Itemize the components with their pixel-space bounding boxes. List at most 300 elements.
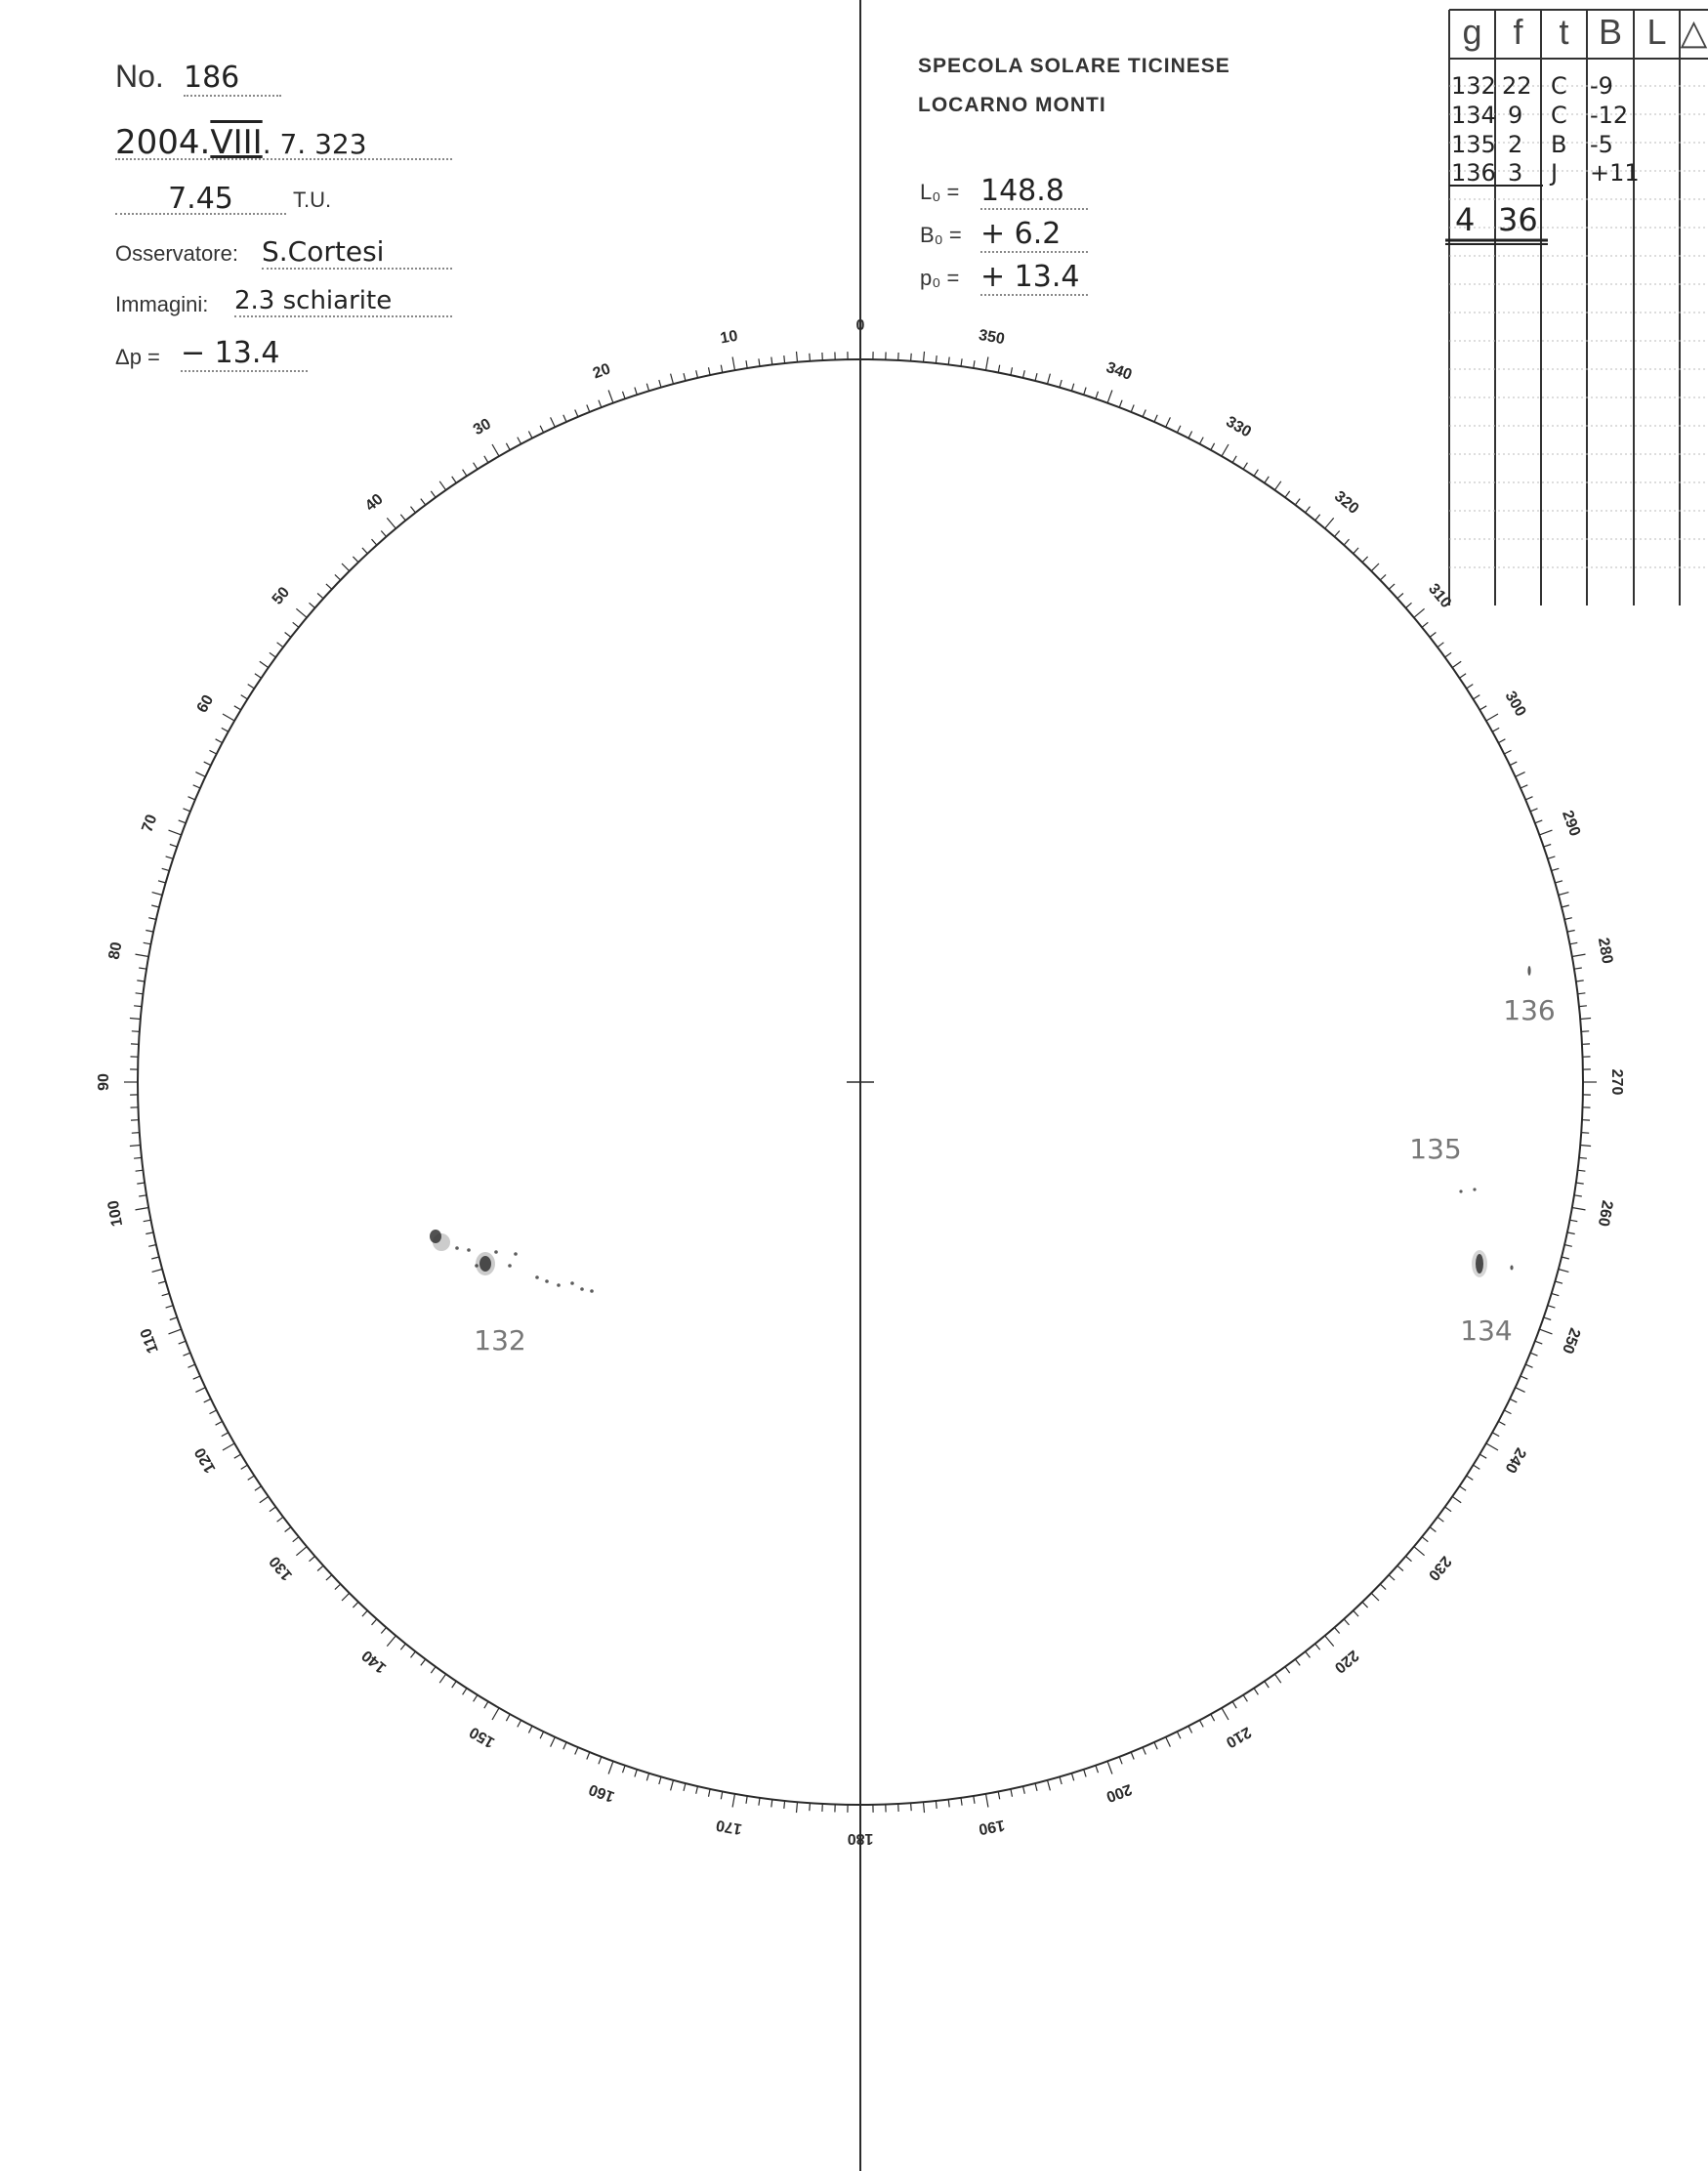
scale-tick — [1362, 557, 1368, 563]
scale-label: 340 — [1104, 358, 1135, 385]
table-header-t: t — [1559, 12, 1569, 52]
scale-tick — [166, 1306, 174, 1308]
scale-tick — [210, 1410, 217, 1414]
scale-tick — [1285, 491, 1290, 497]
b0-value: + 6.2 — [980, 217, 1088, 253]
scale-tick — [1397, 1566, 1403, 1570]
sunspot — [1527, 966, 1530, 976]
scale-label: 40 — [362, 490, 387, 516]
scale-tick — [986, 357, 988, 371]
scale-tick — [1555, 1281, 1562, 1283]
table-header-g: g — [1462, 12, 1482, 52]
scale-tick — [234, 706, 241, 710]
scale-label: 120 — [191, 1444, 220, 1476]
scale-tick — [1535, 820, 1543, 823]
table-header-l: L — [1646, 12, 1667, 52]
scale-tick — [421, 1659, 426, 1665]
scale-tick — [974, 360, 975, 368]
scale-tick — [179, 820, 187, 823]
scale-label: 130 — [266, 1552, 296, 1584]
scale-tick — [797, 352, 798, 362]
scale-tick — [317, 1566, 323, 1570]
scale-tick — [326, 584, 332, 589]
scale-tick — [1119, 1757, 1122, 1765]
row-g: 132 — [1451, 72, 1496, 100]
scale-tick — [152, 1270, 163, 1273]
sunspot — [535, 1275, 539, 1279]
scale-label: 200 — [1104, 1779, 1135, 1806]
scale-tick — [1380, 574, 1386, 580]
scale-tick — [193, 1376, 200, 1379]
time-unit: T.U. — [293, 188, 332, 212]
scale-tick — [1143, 1747, 1146, 1754]
scale-tick — [1559, 1270, 1569, 1273]
scale-tick — [285, 1527, 291, 1532]
scale-tick — [1498, 1421, 1505, 1425]
scale-tick — [381, 531, 386, 537]
scale-label: 330 — [1223, 413, 1254, 441]
scale-tick — [1222, 444, 1229, 456]
scale-tick — [810, 1803, 811, 1811]
row-f: 22 — [1502, 72, 1532, 100]
scale-tick — [732, 357, 734, 371]
scale-tick — [587, 405, 590, 412]
scale-tick — [1166, 417, 1171, 427]
scale-tick — [1559, 893, 1569, 896]
row-f: 9 — [1508, 102, 1523, 129]
scale-tick — [193, 785, 200, 788]
scale-label: 290 — [1558, 808, 1584, 839]
scale-tick — [1154, 415, 1157, 422]
scale-label: 20 — [590, 360, 613, 383]
scale-tick — [139, 968, 146, 969]
scale-tick — [1492, 728, 1499, 731]
scale-tick — [635, 388, 637, 396]
scale-tick — [1539, 1329, 1552, 1334]
scale-tick — [506, 1714, 510, 1721]
sunspot — [508, 1264, 512, 1268]
scale-tick — [528, 432, 532, 438]
group-label: 132 — [474, 1324, 526, 1357]
scale-tick — [1572, 954, 1586, 956]
scale-label: 310 — [1425, 580, 1455, 612]
scale-tick — [1232, 456, 1236, 463]
scale-tick — [1498, 739, 1505, 743]
scale-tick — [353, 1602, 358, 1607]
scale-tick — [1243, 463, 1247, 470]
scale-tick — [248, 685, 255, 689]
scale-tick — [518, 438, 521, 444]
scale-tick — [293, 1537, 299, 1542]
row-g: 136 — [1451, 159, 1496, 187]
date-year: 2004. — [115, 123, 211, 162]
scale-tick — [1504, 750, 1511, 754]
scale-tick — [1467, 685, 1474, 689]
scale-tick — [463, 1689, 467, 1695]
scale-label: 80 — [105, 940, 126, 961]
scale-tick — [1569, 1220, 1577, 1222]
scale-tick — [1011, 367, 1013, 375]
scale-tick — [277, 1517, 283, 1522]
scale-tick — [421, 499, 426, 505]
scale-tick — [1023, 1786, 1025, 1794]
group-label: 135 — [1409, 1133, 1462, 1165]
scale-tick — [1143, 410, 1146, 417]
scale-tick — [1445, 652, 1451, 657]
scale-tick — [1096, 1766, 1099, 1774]
scale-tick — [1552, 1293, 1560, 1295]
scale-tick — [1254, 1689, 1258, 1695]
scale-tick — [222, 728, 229, 731]
scale-label: 170 — [714, 1816, 744, 1838]
scale-tick — [1188, 1726, 1192, 1733]
scale-label: 150 — [467, 1723, 498, 1751]
scale-tick — [136, 1170, 144, 1171]
scale-label: 110 — [138, 1325, 162, 1356]
scale-tick — [1574, 968, 1582, 969]
scale-tick — [1380, 1584, 1386, 1590]
number-value: 186 — [184, 61, 281, 97]
date-rest: . 7. 323 — [262, 128, 367, 160]
scale-tick — [162, 1293, 170, 1295]
scale-tick — [136, 954, 149, 956]
scale-tick — [551, 417, 556, 427]
scale-tick — [924, 1802, 925, 1813]
scale-tick — [1569, 942, 1577, 944]
scale-tick — [1548, 1306, 1556, 1308]
scale-tick — [1232, 1701, 1236, 1708]
scale-tick — [1422, 1537, 1428, 1542]
scale-tick — [671, 1780, 674, 1791]
scale-tick — [296, 608, 307, 617]
scale-tick — [1071, 384, 1073, 392]
scale-tick — [911, 1803, 912, 1811]
table-header-b: B — [1598, 12, 1622, 52]
scale-tick — [1525, 1364, 1532, 1367]
scale-tick — [362, 548, 367, 554]
scale-tick — [911, 354, 912, 361]
scale-tick — [431, 491, 436, 497]
scale-tick — [317, 594, 323, 599]
scale-tick — [169, 830, 182, 835]
scale-label: 100 — [104, 1198, 127, 1229]
scale-tick — [684, 373, 686, 381]
scale-tick — [132, 1031, 140, 1032]
scale-tick — [137, 1183, 145, 1184]
scale-tick — [1154, 1742, 1157, 1749]
scale-label: 10 — [719, 327, 739, 348]
scale-tick — [1344, 1619, 1349, 1625]
scale-tick — [1576, 1183, 1584, 1184]
total-spots: 36 — [1498, 201, 1538, 238]
row-b: -12 — [1590, 102, 1629, 129]
scale-tick — [1389, 1575, 1395, 1580]
scale-label: 320 — [1330, 487, 1362, 518]
scale-tick — [696, 1786, 698, 1794]
scale-tick — [1035, 373, 1037, 381]
scale-tick — [166, 856, 174, 858]
row-f: 3 — [1508, 159, 1523, 187]
sunspot — [514, 1252, 518, 1256]
scale-tick — [608, 391, 613, 403]
scale-label: 60 — [193, 691, 218, 716]
scale-tick — [1437, 643, 1443, 647]
scale-tick — [721, 365, 723, 373]
scale-tick — [144, 1220, 151, 1222]
scale-tick — [326, 1575, 332, 1580]
scale-tick — [335, 1584, 341, 1590]
sunspots — [430, 966, 1531, 1293]
scale-label: 230 — [1425, 1552, 1455, 1584]
scale-tick — [696, 370, 698, 378]
scale-tick — [1555, 881, 1562, 883]
scale-tick — [162, 868, 170, 870]
scale-tick — [158, 1281, 166, 1283]
scale-tick — [132, 1133, 140, 1134]
scale-tick — [1486, 714, 1498, 721]
row-g: 134 — [1451, 102, 1496, 129]
scale-tick — [1048, 374, 1051, 385]
scale-tick — [1445, 1507, 1451, 1512]
sunspot — [475, 1264, 479, 1268]
scale-tick — [1580, 1019, 1591, 1020]
scale-tick — [518, 1720, 521, 1727]
row-t: B — [1551, 131, 1567, 158]
scale-tick — [1306, 507, 1311, 513]
scale-tick — [1177, 426, 1181, 433]
sunspot — [433, 1233, 450, 1251]
scale-tick — [1422, 622, 1428, 627]
scale-tick — [608, 1761, 613, 1774]
scale-label: 250 — [1558, 1325, 1584, 1357]
scale-tick — [948, 1800, 949, 1808]
scale-tick — [387, 518, 396, 528]
scale-tick — [1243, 1695, 1247, 1702]
scale-tick — [452, 477, 457, 483]
scale-tick — [184, 1353, 190, 1356]
scale-tick — [136, 993, 144, 994]
table-header-delta: △ — [1680, 12, 1708, 52]
scale-label: 190 — [977, 1816, 1007, 1838]
scale-tick — [179, 1341, 187, 1344]
scale-tick — [222, 1433, 229, 1437]
scale-tick — [1460, 1486, 1467, 1491]
dp-label: Δp = — [115, 345, 160, 369]
scale-tick — [1510, 762, 1517, 766]
scale-tick — [746, 1796, 747, 1804]
sunspot — [467, 1248, 471, 1252]
scale-label: 0 — [855, 317, 865, 335]
scale-tick — [158, 881, 166, 883]
scale-tick — [1096, 392, 1099, 399]
scale-tick — [1579, 1006, 1587, 1007]
scale-tick — [746, 360, 747, 368]
scale-tick — [310, 1557, 315, 1562]
sunspot — [455, 1246, 459, 1250]
scale-tick — [1371, 564, 1379, 571]
scale-tick — [936, 1801, 937, 1809]
scale-label: 140 — [358, 1647, 391, 1677]
scale-tick — [1335, 1628, 1340, 1634]
scale-tick — [1274, 1674, 1280, 1683]
scale-tick — [210, 750, 217, 754]
scale-tick — [285, 633, 291, 638]
scale-tick — [1023, 370, 1025, 378]
scale-tick — [1516, 1388, 1525, 1393]
scale-tick — [1460, 674, 1467, 679]
scale-tick — [1131, 1752, 1134, 1759]
scale-tick — [732, 1794, 734, 1808]
observer-label: Osservatore: — [115, 241, 238, 266]
images-label: Immagini: — [115, 292, 209, 316]
scale-tick — [1315, 515, 1320, 521]
scale-tick — [1131, 405, 1134, 412]
scale-tick — [506, 443, 510, 450]
scale-tick — [1567, 931, 1575, 933]
row-b: +11 — [1590, 159, 1640, 187]
scale-tick — [1107, 1761, 1112, 1774]
scale-tick — [1119, 400, 1122, 408]
scale-tick — [1315, 1644, 1320, 1649]
scale-tick — [234, 1454, 241, 1458]
scale-tick — [293, 622, 299, 627]
scale-tick — [1306, 1651, 1311, 1657]
p0-label: p₀ = — [920, 266, 960, 290]
scale-tick — [255, 1486, 262, 1491]
scale-tick — [144, 942, 151, 944]
scale-tick — [335, 574, 341, 580]
scale-tick — [353, 557, 358, 563]
scale-label: 270 — [1607, 1068, 1625, 1096]
scale-tick — [1504, 1410, 1511, 1414]
scale-tick — [771, 1800, 772, 1808]
scale-tick — [372, 1619, 377, 1625]
scale-tick — [1397, 594, 1403, 599]
dp-value: − 13.4 — [181, 336, 308, 372]
scale-tick — [484, 456, 488, 463]
time-value: 7.45 — [115, 182, 286, 215]
group-label: 134 — [1460, 1315, 1513, 1347]
scale-tick — [1535, 1341, 1543, 1344]
scale-tick — [1474, 1465, 1480, 1469]
scale-tick — [684, 1783, 686, 1791]
scale-label: 240 — [1501, 1444, 1529, 1476]
scale-tick — [759, 1798, 760, 1806]
scale-tick — [1295, 1659, 1300, 1665]
sunspot — [494, 1250, 498, 1254]
scale-tick — [1211, 1714, 1215, 1721]
scale-tick — [492, 1708, 499, 1720]
scale-tick — [1486, 1443, 1498, 1450]
scale-tick — [188, 1364, 195, 1367]
row-b: -5 — [1590, 131, 1613, 158]
scale-tick — [1539, 830, 1552, 835]
scale-tick — [184, 809, 190, 812]
scale-tick — [575, 410, 578, 417]
scale-tick — [1285, 1667, 1290, 1673]
scale-tick — [342, 1593, 350, 1601]
row-b: -9 — [1590, 72, 1613, 100]
scale-tick — [599, 1757, 602, 1765]
p0-value: + 13.4 — [980, 260, 1088, 296]
scale-tick — [474, 463, 478, 470]
scale-tick — [439, 1674, 445, 1683]
scale-tick — [998, 365, 1000, 373]
scale-label: 90 — [96, 1073, 113, 1091]
scale-tick — [492, 444, 499, 456]
scale-tick — [1516, 772, 1525, 777]
scale-tick — [1406, 1557, 1412, 1562]
scale-tick — [961, 358, 962, 366]
scale-tick — [204, 762, 211, 766]
scale-tick — [277, 643, 283, 647]
scale-tick — [134, 1006, 142, 1007]
scale-tick — [1581, 1133, 1589, 1134]
scale-tick — [1060, 380, 1062, 388]
scale-tick — [1567, 1232, 1575, 1234]
scale-tick — [1414, 608, 1425, 617]
scale-tick — [1048, 1780, 1051, 1791]
scale-tick — [1564, 918, 1572, 920]
scale-tick — [270, 1507, 275, 1512]
scale-tick — [260, 1496, 269, 1502]
scale-tick — [260, 661, 269, 667]
table-header-f: f — [1513, 12, 1523, 52]
observatory-location: LOCARNO MONTI — [918, 94, 1106, 116]
scale-label: 30 — [470, 415, 494, 439]
scale-tick — [1414, 1547, 1425, 1556]
scale-label: 220 — [1330, 1647, 1362, 1677]
scale-tick — [1579, 1157, 1587, 1158]
scale-tick — [528, 1726, 532, 1733]
scale-tick — [1562, 1257, 1569, 1259]
group-labels — [474, 994, 1555, 1357]
scale-tick — [372, 539, 377, 545]
scale-tick — [195, 772, 205, 777]
scale-tick — [1199, 1720, 1203, 1727]
scale-tick — [223, 1443, 234, 1450]
scale-tick — [1437, 1517, 1443, 1522]
scale-tick — [270, 652, 275, 657]
row-t: J — [1551, 159, 1559, 187]
scale-tick — [1578, 1170, 1586, 1171]
scale-tick — [659, 1776, 661, 1784]
scale-tick — [1581, 1031, 1589, 1032]
scale-tick — [1222, 1708, 1229, 1720]
observer-value: S.Cortesi — [262, 235, 452, 270]
scale-label: 50 — [269, 584, 294, 608]
row-t: C — [1551, 102, 1567, 129]
scale-tick — [1362, 1602, 1368, 1607]
scale-tick — [151, 905, 159, 907]
scale-tick — [146, 1232, 153, 1234]
scale-tick — [1474, 695, 1480, 699]
scale-tick — [563, 415, 566, 422]
scale-tick — [721, 1791, 723, 1799]
scale-tick — [216, 1421, 223, 1425]
scale-tick — [1430, 633, 1436, 638]
sunspot — [557, 1283, 561, 1287]
scale-tick — [148, 1245, 156, 1247]
scale-tick — [646, 1774, 648, 1781]
scale-tick — [709, 1789, 711, 1797]
observatory-name: SPECOLA SOLARE TICINESE — [918, 55, 1230, 77]
scale-tick — [1060, 1776, 1062, 1784]
scale-tick — [810, 354, 811, 361]
sunspot — [570, 1281, 574, 1285]
date-month: VIII — [210, 123, 263, 162]
scale-tick — [1530, 1353, 1537, 1356]
